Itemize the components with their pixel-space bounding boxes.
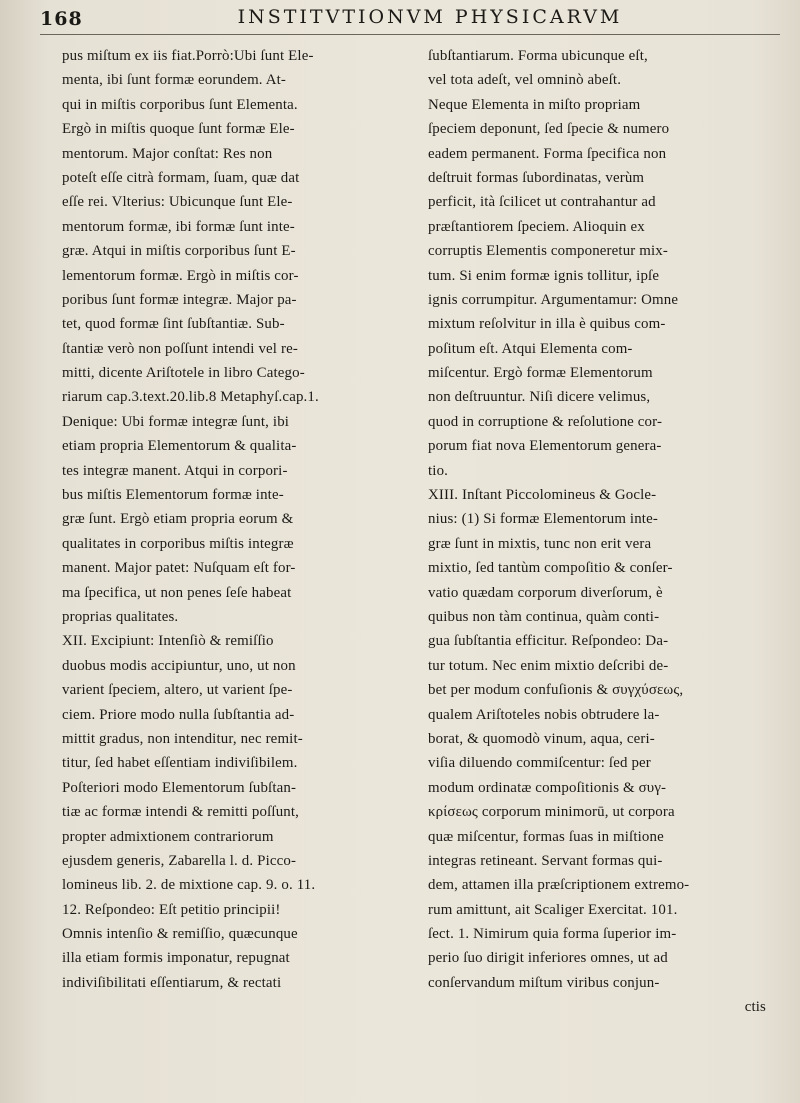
text-line: ſpeciem deponunt, ſed ſpecie & numero xyxy=(428,121,670,138)
running-title: INSTITVTIONVM PHYSICARVM xyxy=(237,6,623,28)
text-line: XIII. Inſtant Piccolomineus & Gocle- xyxy=(428,487,657,504)
text-line: integras retineant. Servant formas qui- xyxy=(428,852,663,869)
text-line: vel tota adeſt, vel omninò abeſt. xyxy=(428,72,622,89)
text-line: quæ miſcentur, formas ſuas in miſtione xyxy=(428,828,664,845)
text-line: proprias qualitates. xyxy=(62,608,179,625)
text-line: rum amittunt, ait Scaliger Exercitat. 101. xyxy=(428,901,678,918)
text-line: lementorum formæ. Ergò in miſtis cor- xyxy=(62,267,299,284)
text-line: conſervandum miſtum viribus conjun- xyxy=(428,974,660,991)
text-line: Ergò in miſtis quoque ſunt formæ Ele- xyxy=(62,121,295,138)
text-line: poribus ſunt formæ integræ. Major pa- xyxy=(62,291,297,308)
text-line: dem, attamen illa præſcriptionem extremo- xyxy=(428,877,690,894)
text-line: varient ſpeciem, altero, ut varient ſpe- xyxy=(62,682,293,699)
text-line: indiviſibilitati eſſentiarum, & rectati xyxy=(62,974,282,991)
text-line: borat, & quomodò vinum, aqua, ceri- xyxy=(428,730,655,747)
text-line: qualem Ariſtoteles nobis obtrudere la- xyxy=(428,706,660,723)
text-line: tur totum. Nec enim mixtio deſcribi de- xyxy=(428,657,669,674)
text-line: qui in miſtis corporibus ſunt Elementa. xyxy=(62,96,298,113)
text-line: lomineus lib. 2. de mixtione cap. 9. o. 11. xyxy=(62,877,316,894)
text-line: tes integræ manent. Atqui in corpori- xyxy=(62,462,288,479)
text-line: κρίσεως corporum minimorū, ut corpora xyxy=(428,804,675,821)
text-line: ma ſpecifica, ut non penes ſeſe habeat xyxy=(62,584,292,601)
text-line: illa etiam formis imponatur, repugnat xyxy=(62,950,290,967)
text-line: græ ſunt in mixtis, tunc non erit vera xyxy=(428,535,652,552)
page-number: 168 xyxy=(40,8,83,30)
text-line: ciem. Priore modo nulla ſubſtantia ad- xyxy=(62,706,295,723)
text-line: ejusdem generis, Zabarella l. d. Picco- xyxy=(62,852,297,869)
text-line: tiæ ac formæ intendi & remitti poſſunt, xyxy=(62,804,300,821)
text-line: deſtruit formas ſubordinatas, verùm xyxy=(428,169,645,186)
text-line: poteſt eſſe citrà formam, ſuam, quæ dat xyxy=(62,169,300,186)
text-line: Omnis intenſio & remiſſio, quæcunque xyxy=(62,926,298,943)
text-line: ſect. 1. Nimirum quia forma ſuperior im- xyxy=(428,926,677,943)
text-line: quibus non tàm continua, quàm conti- xyxy=(428,608,660,625)
text-line: pus miſtum ex iis fiat.Porrò:Ubi ſunt Ele- xyxy=(62,48,314,64)
text-line: nius: (1) Si formæ Elementorum inte- xyxy=(428,511,658,528)
text-line: 12. Reſpondeo: Eſt petitio principii! xyxy=(62,901,281,918)
text-line: XII. Excipiunt: Intenſiò & remiſſio xyxy=(62,633,274,650)
text-line: etiam propria Elementorum & qualita- xyxy=(62,438,297,455)
text-line: græ. Atqui in miſtis corporibus ſunt E- xyxy=(62,243,296,260)
text-line: bus miſtis Elementorum formæ inte- xyxy=(62,487,284,504)
text-line: mentorum formæ, ibi formæ ſunt inte- xyxy=(62,218,295,235)
text-line: modum ordinatæ compoſitionis & συγ- xyxy=(428,779,667,796)
text-line: Poſteriori modo Elementorum ſubſtan- xyxy=(62,779,297,796)
text-line: perficit, ità ſcilicet ut contrahantur ad xyxy=(428,194,656,211)
text-line: qualitates in corporibus miſtis integræ xyxy=(62,535,294,552)
text-line: ſtantiæ verò non poſſunt intendi vel re- xyxy=(62,340,298,357)
text-line: bet per modum confuſionis & συγχύσεως, xyxy=(428,682,684,699)
text-line: mentorum. Major conſtat: Res non xyxy=(62,145,273,162)
text-line: perio ſuo dirigit inferiores omnes, ut ad xyxy=(428,950,668,967)
text-line: Neque Elementa in miſto propriam xyxy=(428,96,641,113)
text-line: corruptis Elementis componeretur mix- xyxy=(428,243,669,260)
text-line: eadem permanent. Forma ſpecifica non xyxy=(428,145,667,162)
text-line: ignis corrumpitur. Argumentamur: Omne xyxy=(428,291,679,308)
left-text-column xyxy=(62,44,410,995)
text-line: miſcentur. Ergò formæ Elementorum xyxy=(428,365,653,382)
text-line: ſubſtantiarum. Forma ubicunque eſt, xyxy=(428,48,648,64)
text-line: præſtantiorem ſpeciem. Alioquin ex xyxy=(428,218,645,235)
page-header xyxy=(40,0,780,35)
text-line: quod in corruptione & reſolutione cor- xyxy=(428,413,663,430)
text-line: tum. Si enim formæ ignis tollitur, ipſe xyxy=(428,267,660,284)
text-line: viſia diluendo commiſcentur: ſed per xyxy=(428,755,651,772)
text-line: manent. Major patet: Nuſquam eſt for- xyxy=(62,560,296,577)
text-line: gua ſubſtantia efficitur. Reſpondeo: Da- xyxy=(428,633,669,650)
right-text-column xyxy=(428,44,776,1020)
text-line: mitti, dicente Ariſtotele in libro Catego- xyxy=(62,365,305,382)
text-line: vatio quædam corporum diverſorum, è xyxy=(428,584,663,601)
text-line: menta, ibi ſunt formæ eorundem. At- xyxy=(62,72,287,89)
text-line: eſſe rei. Vlterius: Ubicunque ſunt Ele- xyxy=(62,194,293,211)
text-line: græ ſunt. Ergò etiam propria eorum & xyxy=(62,511,294,528)
text-line: duobus modis accipiuntur, uno, ut non xyxy=(62,657,296,674)
text-line: mixtum reſolvitur in illa è quibus com- xyxy=(428,316,666,333)
text-line: mixtio, ſed tantùm compoſitio & conſer- xyxy=(428,560,673,577)
text-line: poſitum eſt. Atqui Elementa com- xyxy=(428,340,633,357)
text-line: propter admixtionem contrariorum xyxy=(62,828,274,845)
text-line: tio. xyxy=(428,462,449,479)
text-line: porum fiat nova Elementorum genera- xyxy=(428,438,662,455)
text-line: tet, quod formæ ſint ſubſtantiæ. Sub- xyxy=(62,316,285,333)
text-line: titur, ſed habet eſſentiam indiviſibilem. xyxy=(62,755,298,772)
text-line: non deſtruuntur. Niſi dicere velimus, xyxy=(428,389,651,406)
text-line: riarum cap.3.text.20.lib.8 Metaphyſ.cap.1. xyxy=(62,389,319,406)
text-line: Denique: Ubi formæ integræ ſunt, ibi xyxy=(62,413,290,430)
text-line: ctis xyxy=(744,999,766,1016)
text-line: mittit gradus, non intenditur, nec remit- xyxy=(62,730,303,747)
